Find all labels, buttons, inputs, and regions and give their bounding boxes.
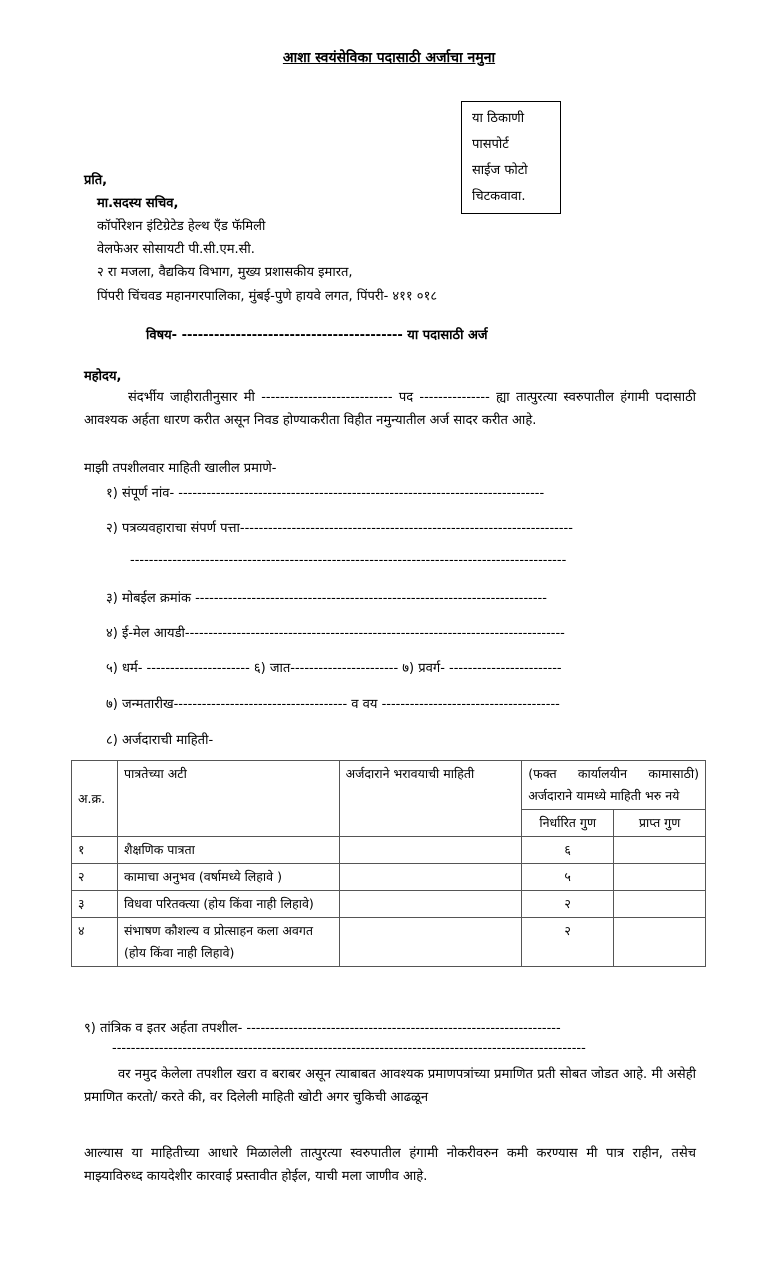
header-obtained-marks: प्राप्त गुण: [614, 810, 706, 837]
photo-box-line: या ठिकाणी: [472, 111, 525, 126]
intro-paragraph: संदर्भीय जाहीरातीनुसार मी ---------------------------- पद --------------- ह्या तात्पुरत्या स्वरुपातील हंगामी पदासाठी आवश्यक अर्हता धारण करीत असून निवड होण्याकरीता विहीत नमुन्यातील अर्ज सादर करीत आहे.: [84, 390, 696, 428]
row-obtained-cell: [614, 891, 706, 918]
address-designation: मा.सदस्य सचिव,: [97, 196, 179, 211]
table-row: [72, 864, 706, 891]
row-criteria: कामाचा अनुभव (वर्षामध्ये लिहावे ): [117, 864, 339, 891]
address-line: २ रा मजला, वैद्यकिय विभाग, मुख्य प्रशासकीय इमारत,: [97, 265, 353, 280]
field-technical-continued: -----------------------------------------------------------------------------------------------------: [112, 1041, 586, 1056]
row-sr: ४: [72, 918, 118, 967]
subject-line: विषय- ----------------------------------------- या पदासाठी अर्ज: [146, 328, 488, 343]
field-religion-caste-category: ५) धर्म- ---------------------- ६) जात----------------------- ७) प्रवर्ग- ------------------------: [106, 661, 562, 676]
row-sr: २: [72, 864, 118, 891]
row-sr: १: [72, 837, 118, 864]
field-full-name: १) संपूर्ण नांव- ------------------------------------------------------------------------------: [106, 486, 545, 501]
page-title: आशा स्वयंसेविका पदासाठी अर्जाचा नमुना: [282, 50, 496, 66]
header-office-use: (फक्त कार्यालयीन कामासाठी) अर्जदाराने यामध्ये माहिती भरु नये: [522, 761, 706, 810]
field-email: ४) ई-मेल आयडी---------------------------------------------------------------------------------: [106, 626, 565, 641]
row-criteria: संभाषण कौशल्य व प्रोत्साहन कला अवगत (होय किंवा नाही लिहावे): [117, 918, 339, 967]
field-dob-age: ७) जन्मतारीख------------------------------------- व वय --------------------------------------: [106, 697, 560, 712]
address-line: कॉर्पोरेशन इंटिग्रेटेड हेल्थ ऍंड फॅमिली: [97, 219, 266, 234]
row-fixed-marks: ५: [522, 864, 614, 891]
row-fixed-marks: ६: [522, 837, 614, 864]
photo-box-line: चिटकवावा.: [472, 189, 526, 204]
row-applicant-cell: [339, 837, 522, 864]
field-address: २) पत्रव्यवहाराचा संपर्ण पत्ता-----------------------------------------------------------------------: [106, 521, 573, 536]
row-criteria: शैक्षणिक पात्रता: [117, 837, 339, 864]
row-applicant-cell: [339, 864, 522, 891]
row-obtained-cell: [614, 918, 706, 967]
table-row: [72, 837, 706, 864]
salutation: महोदय,: [84, 369, 122, 384]
table-row: [72, 918, 706, 967]
photo-placeholder-box: [461, 101, 561, 214]
row-obtained-cell: [614, 864, 706, 891]
row-applicant-cell: [339, 918, 522, 967]
address-line: पिंपरी चिंचवड महानगरपालिका, मुंबई-पुणे हायवे लगत, पिंपरी- ४११ ०१८: [97, 289, 438, 304]
table-row: [72, 891, 706, 918]
header-applicant-info: अर्जदाराने भरावयाची माहिती: [339, 761, 522, 837]
address-line: वेलफेअर सोसायटी पी.सी.एम.सी.: [97, 242, 255, 257]
header-criteria: पात्रतेच्या अटी: [117, 761, 339, 837]
row-fixed-marks: २: [522, 918, 614, 967]
field-applicant-info: ८) अर्जदाराची माहिती-: [106, 733, 214, 748]
table-header-row: [72, 761, 706, 810]
row-obtained-cell: [614, 837, 706, 864]
declaration-paragraph-2: आल्यास या माहितीच्या आधारे मिळालेली तात्पुरत्या स्वरुपातील हंगामी नोकरीवरुन कमी करण्यास मी पात्र राहीन, तसेच माझ्याविरुध्द कायदेशीर कारवाई प्रस्तावीत होईल, याची मला जाणीव आहे.: [84, 1146, 696, 1184]
address-to: प्रति,: [84, 173, 108, 188]
header-fixed-marks: निर्धारित गुण: [522, 810, 614, 837]
row-fixed-marks: २: [522, 891, 614, 918]
field-mobile: ३) मोबईल क्रमांक ---------------------------------------------------------------------------: [106, 591, 547, 606]
photo-box-line: पासपोर्ट: [472, 137, 509, 152]
details-heading: माझी तपशीलवार माहिती खालील प्रमाणे-: [84, 461, 277, 476]
photo-box-line: साईज फोटो: [472, 163, 528, 178]
declaration-paragraph-1: वर नमुद केलेला तपशील खरा व बराबर असून त्याबाबत आवश्यक प्रमाणपत्रांच्या प्रमाणित प्रती सोबत जोडत आहे. मी असेही प्रमाणित करतो/ करते की, वर दिलेली माहिती खोटी अगर चुकिची आढळून: [84, 1067, 696, 1105]
row-sr: ३: [72, 891, 118, 918]
row-applicant-cell: [339, 891, 522, 918]
row-criteria: विधवा परितक्त्या (होय किंवा नाही लिहावे): [117, 891, 339, 918]
eligibility-table: [71, 760, 706, 967]
field-address-continued: ---------------------------------------------------------------------------------------------: [130, 553, 567, 568]
header-sr: अ.क्र.: [72, 761, 118, 837]
field-technical-qualification: ९) तांत्रिक व इतर अर्हता तपशील- -------------------------------------------------------------------: [84, 1021, 561, 1036]
